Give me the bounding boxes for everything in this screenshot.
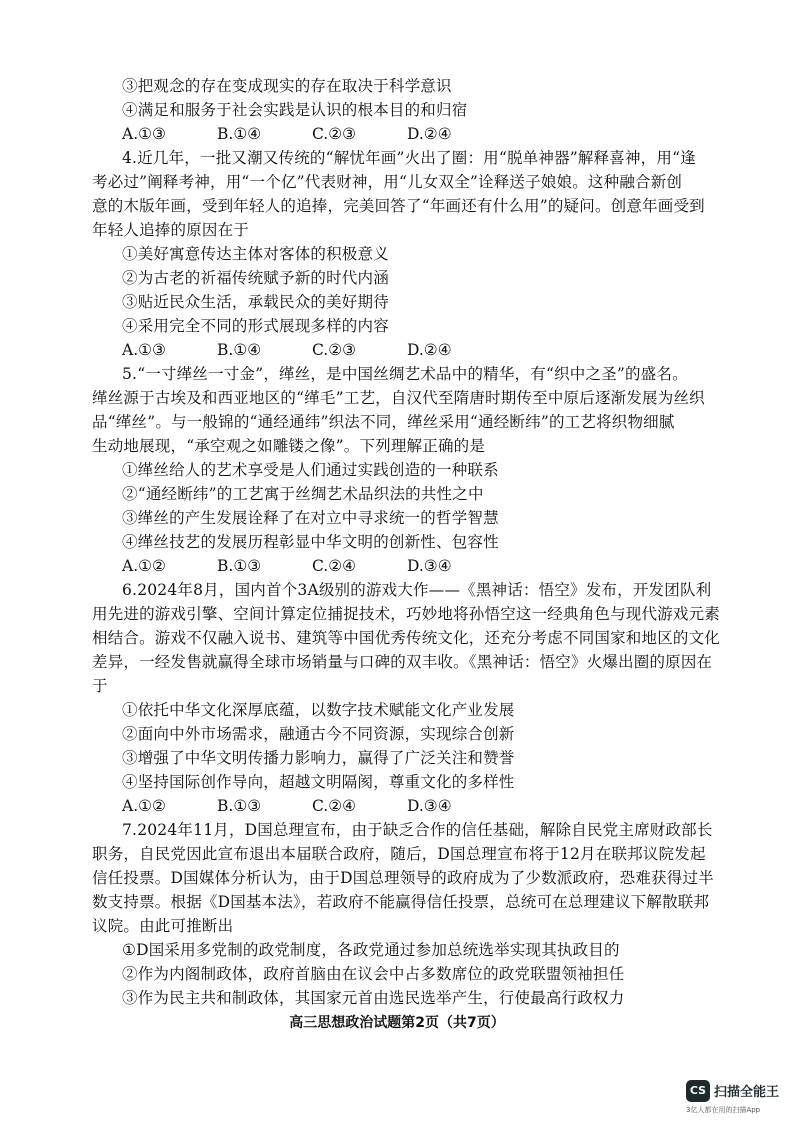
statement: ③作为民主共和制政体，其国家元首由选民选举产生，行使最高行政权力 [122, 989, 625, 1007]
text-line: 生动地展现，“承空观之如雕镂之像”。下列理解正确的是 [92, 437, 486, 455]
text-line: 数支持票。根据《D国基本法》，若政府不能赢得信任投票，总统可在总理建议下解散联邦 [92, 893, 710, 911]
statement: ①依托中华文化深厚底蕴，以数字技术赋能文化产业发展 [122, 701, 515, 719]
option-a: A.①③ [122, 341, 166, 359]
option-a: A.①② [122, 797, 166, 815]
statement: ③贴近民众生活，承载民众的美好期待 [122, 293, 389, 311]
text-line: 相结合。游戏不仅融入说书、建筑等中国优秀传统文化，还充分考虑不同国家和地区的文化 [92, 629, 721, 647]
statement: ②“通经断纬”的工艺寓于丝绸艺术品织法的共性之中 [122, 485, 484, 503]
option-a: A.①③ [122, 125, 166, 143]
scanner-watermark [686, 1078, 786, 1118]
statement: ①美好寓意传达主体对客体的积极意义 [122, 245, 389, 263]
answer-options [122, 556, 502, 576]
scanner-app-tagline: 3亿人都在用的扫描App [686, 1106, 761, 1114]
option-b: B.①③ [217, 557, 262, 575]
text-line: 职务，自民党因此宣布退出本届联合政府，随后，D国总理宣布将于12月在联邦议院发起 [92, 845, 706, 863]
option-c: C.②③ [312, 341, 357, 359]
question-5-stem: 5.“一寸缂丝一寸金”，缂丝，是中国丝绸艺术品中的精华，有“织中之圣”的盛名。 [122, 365, 688, 383]
text-line: 用先进的游戏引擎、空间计算定位捕捉技术，巧妙地将孙悟空这一经典角色与现代游戏元素 [92, 605, 721, 623]
statement: ④缂丝技艺的发展历程彰显中华文明的创新性、包容性 [122, 533, 499, 551]
answer-options [122, 340, 502, 360]
text-line: 于 [92, 677, 108, 695]
text-line: 缂丝源于古埃及和西亚地区的“缂毛”工艺，自汉代至隋唐时期传至中原后逐渐发展为丝织 [92, 389, 705, 407]
option-b: B.①④ [217, 341, 262, 359]
cs-logo-icon: CS [686, 1080, 710, 1102]
scanner-app-name: 扫描全能王 [714, 1085, 780, 1100]
statement: ②作为内阁制政体，政府首脑由在议会中占多数席位的政党联盟领袖担任 [122, 965, 625, 983]
statement: ③增强了中华文明传播力影响力，赢得了广泛关注和赞誉 [122, 749, 515, 767]
option-b: B.①④ [217, 125, 262, 143]
page-footer: 高三思想政治试题第2页（共7页） [289, 1015, 505, 1031]
text-line: 年轻人追捧的原因在于 [92, 221, 250, 239]
option-c: C.②④ [312, 797, 357, 815]
option-b: B.①③ [217, 797, 262, 815]
statement: ③缂丝的产生发展诠释了在对立中寻求统一的哲学智慧 [122, 509, 499, 527]
option-d: D.②④ [407, 125, 452, 143]
question-4-stem: 4.近几年，一批又潮又传统的“解忧年画”火出了圈：用“脱单神器”解释喜神，用“逢 [122, 149, 696, 167]
text-line: ③把观念的存在变成现实的存在取决于科学意识 [122, 77, 452, 95]
option-d: D.③④ [407, 797, 452, 815]
text-line: 品“缂丝”。与一般锦的“通经通纬”织法不同，缂丝采用“通经断纬”的工艺将织物细腻 [92, 413, 675, 431]
statement: ④采用完全不同的形式展现多样的内容 [122, 317, 389, 335]
statement: ②为古老的祈福传统赋予新的时代内涵 [122, 269, 389, 287]
text-line: 考必过”阐释考神，用“一个亿”代表财神，用“儿女双全”诠释送子娘娘。这种融合新创 [92, 173, 683, 191]
statement: ①D国采用多党制的政党制度，各政党通过参加总统选举实现其执政目的 [122, 941, 620, 959]
statement: ①缂丝给人的艺术享受是人们通过实践创造的一种联系 [122, 461, 499, 479]
question-7-stem: 7.2024年11月，D国总理宣布，由于缺乏合作的信任基础，解除自民党主席财政部长 [122, 821, 713, 839]
statement: ②面向中外市场需求，融通古今不同资源，实现综合创新 [122, 725, 515, 743]
text-line: 意的木版年画，受到年轻人的追捧，完美回答了“年画还有什么用”的疑问。创意年画受到 [92, 197, 705, 215]
answer-options [122, 796, 502, 816]
text-line: 信任投票。D国媒体分析认为，由于D国总理领导的政府成为了少数派政府，恐难获得过半 [92, 869, 714, 887]
option-a: A.①② [122, 557, 166, 575]
answer-options [122, 124, 502, 144]
option-c: C.②④ [312, 557, 357, 575]
option-d: D.②④ [407, 341, 452, 359]
text-line: 议院。由此可推断出 [92, 917, 234, 935]
question-6-stem: 6.2024年8月，国内首个3A级别的游戏大作——《黑神话：悟空》发布，开发团队利 [122, 581, 712, 599]
option-c: C.②③ [312, 125, 357, 143]
statement: ④坚持国际创作导向，超越文明隔阂，尊重文化的多样性 [122, 773, 515, 791]
text-line: 差异，一经发售就赢得全球市场销量与口碑的双丰收。《黑神话：悟空》火爆出圈的原因在 [92, 653, 713, 671]
text-line: ④满足和服务于社会实践是认识的根本目的和归宿 [122, 101, 468, 119]
option-d: D.③④ [407, 557, 452, 575]
